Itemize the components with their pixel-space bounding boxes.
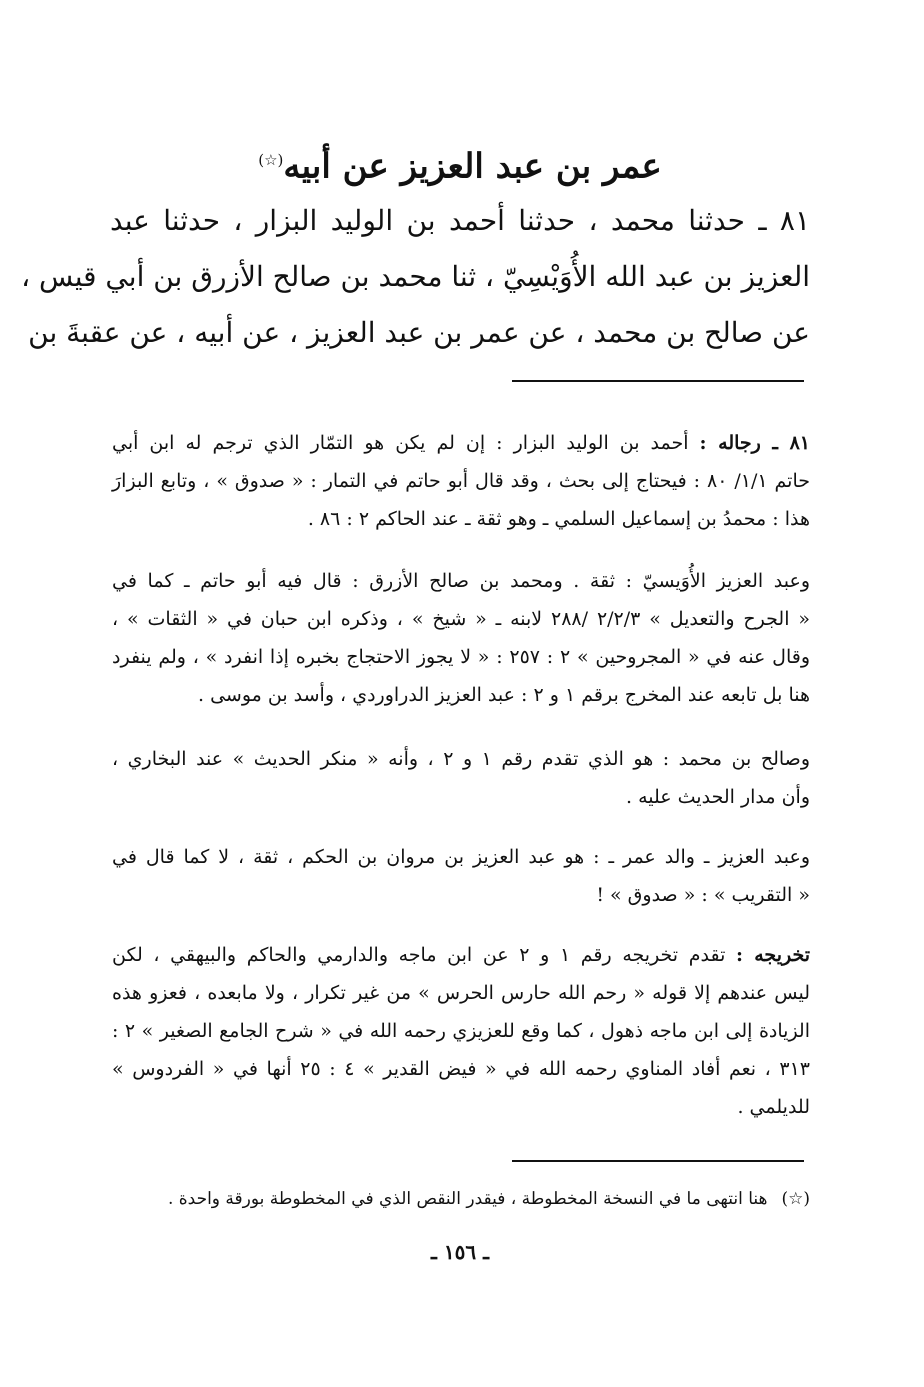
page-number: ـ ١٥٦ ـ bbox=[431, 1240, 489, 1264]
note-rijaluh bbox=[112, 424, 810, 538]
footnote-marker: (☆) bbox=[781, 1189, 810, 1209]
footnote bbox=[112, 1180, 810, 1218]
note-line: هذا : محمدُ بن إسماعيل السلمي ـ وهو ثقة ـ عند الحاكم ٢ : ٨٦ . bbox=[307, 508, 810, 530]
note-line: هنا بل تابعه عند المخرج برقم ١ و ٢ : عبد العزيز الدراوردي ، وأسد بن موسى . bbox=[198, 684, 810, 706]
note-line bbox=[112, 424, 810, 462]
note-line-text: تقدم تخريجه رقم ١ و ٢ عن ابن ماجه والدارمي والحاكم والبيهقي ، لكن bbox=[112, 944, 726, 966]
note-line: ٣١٣ ، نعم أفاد المناوي رحمه الله في « فيض القدير » ٤ : ٢٥ أنها في « الفردوس » bbox=[112, 1058, 811, 1080]
footnote-text: هنا انتهى ما في النسخة المخطوطة ، فيقدر النقص الذي في المخطوطة بورقة واحدة . bbox=[167, 1189, 768, 1209]
chapter-title-footnote-marker: (☆) bbox=[258, 151, 284, 169]
note-line: وقال عنه في « المجروحين » ٢ : ٢٥٧ : « لا يجوز الاحتجاج بخبره إذا انفرد » ، ولم ينفرد bbox=[112, 646, 811, 668]
note-takhrij bbox=[112, 936, 810, 1126]
note-line: الزيادة إلى ابن ماجه ذهول ، كما وقع للعزيزي رحمه الله في « شرح الجامع الصغير » ٢ : bbox=[112, 1020, 810, 1042]
note-line: للديلمي . bbox=[737, 1096, 810, 1118]
note-line bbox=[112, 936, 810, 974]
chapter-title-text: عمر بن عبد العزيز عن أبيه bbox=[283, 146, 662, 187]
hadith-line: ٨١ ـ حدثنا محمد ، حدثنا أحمد بن الوليد البزار ، حدثنا عبد bbox=[110, 204, 810, 237]
hadith-text bbox=[21, 193, 810, 361]
hadith-line: عن صالح بن محمد ، عن عمر بن عبد العزيز ، عن أبيه ، عن عقبةَ بن bbox=[28, 316, 810, 349]
chapter-title bbox=[110, 130, 810, 190]
note-line: وصالح بن محمد : هو الذي تقدم رقم ١ و ٢ ، وأنه « منكر الحديث » عند البخاري ، bbox=[112, 748, 810, 770]
note-line: حاتم ١/١/ ٨٠ : فيحتاج إلى بحث ، وقد قال أبو حاتم في التمار : « صدوق » ، وتابع البزارَ bbox=[112, 470, 810, 492]
note-line: وعبد العزيز ـ والد عمر ـ : هو عبد العزيز بن مروان بن الحكم ، ثقة ، لا كما قال في bbox=[112, 846, 810, 868]
hadith-line: العزيز بن عبد الله الأُوَيْسِيّ ، ثنا محمد بن صالح الأزرق بن أبي قيس ، bbox=[21, 260, 810, 293]
note-label: ٨١ ـ رجاله : bbox=[699, 432, 810, 454]
notes-divider bbox=[512, 380, 804, 382]
note-abdulaziz bbox=[112, 838, 810, 914]
note-line-text: أحمد بن الوليد البزار : إن لم يكن هو التمّار الذي ترجم له ابن أبي bbox=[112, 432, 689, 454]
note-line: « التقريب » : « صدوق » ! bbox=[596, 884, 810, 906]
note-line: وأن مدار الحديث عليه . bbox=[625, 786, 810, 808]
note-salih bbox=[112, 740, 810, 816]
note-line: وعبد العزيز الأُوَيسيّ : ثقة . ومحمد بن صالح الأزرق : قال فيه أبو حاتم ـ كما في bbox=[112, 570, 810, 592]
footnote-divider bbox=[512, 1160, 804, 1162]
note-line: « الجرح والتعديل » ٢/٢/٣ /٢٨٨ لابنه ـ « شيخ » ، وذكره ابن حبان في « الثقات » ، bbox=[112, 608, 811, 630]
note-uwaysi bbox=[112, 562, 810, 714]
note-label: تخريجه : bbox=[736, 944, 811, 966]
note-line: ليس عندهم إلا قوله « رحم الله حارس الحرس » من غير تكرار ، ولا مابعده ، فعزو هذه bbox=[112, 982, 810, 1004]
